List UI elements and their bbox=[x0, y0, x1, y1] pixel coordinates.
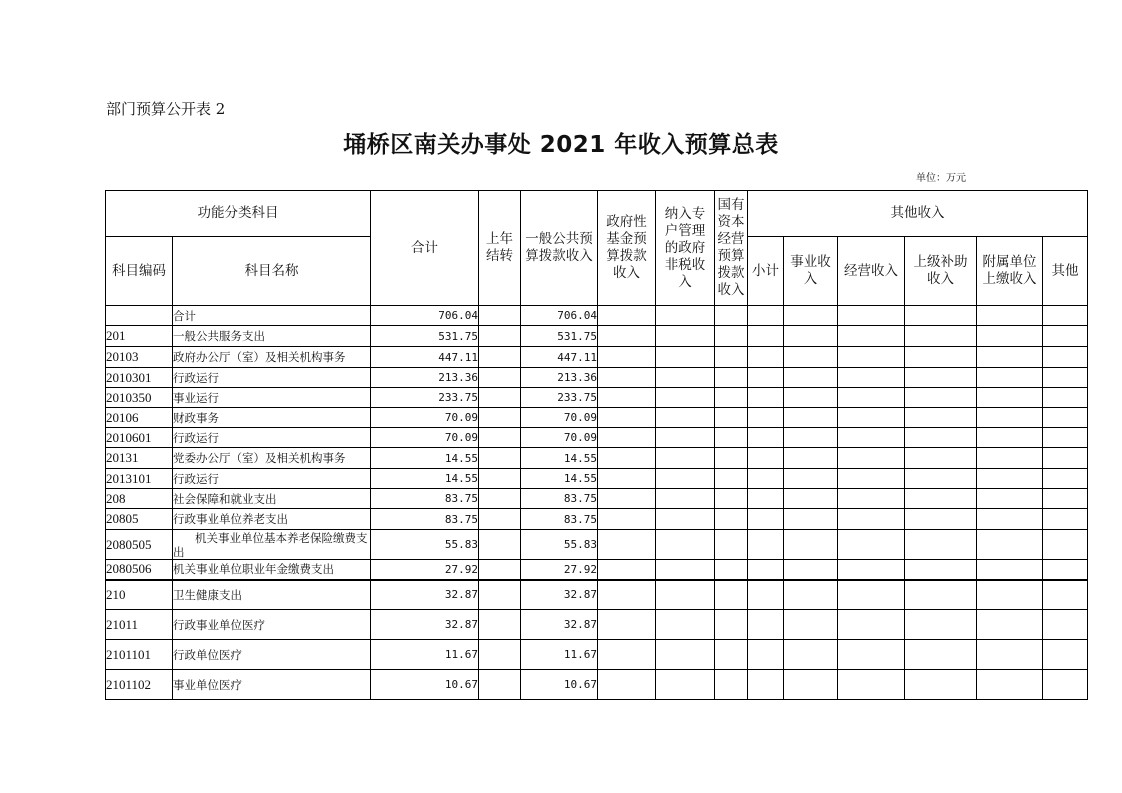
subject-code-cell: 2101101 bbox=[106, 640, 173, 670]
general-budget-cell: 14.55 bbox=[521, 469, 598, 489]
header-others: 其他 bbox=[1043, 237, 1088, 306]
total-cell: 83.75 bbox=[371, 509, 479, 530]
general-budget-cell: 213.36 bbox=[521, 368, 598, 388]
table-row bbox=[106, 408, 1088, 428]
subject-code-cell: 210 bbox=[106, 580, 173, 610]
unit-label: 单位：万元 bbox=[916, 173, 966, 184]
total-cell: 70.09 bbox=[371, 428, 479, 448]
total-cell: 55.83 bbox=[371, 530, 479, 560]
total-cell: 233.75 bbox=[371, 388, 479, 408]
general-budget-cell: 70.09 bbox=[521, 428, 598, 448]
header-state-capital: 国有资本经营预算拨款收入 bbox=[715, 191, 748, 306]
header-affiliated-remit: 附属单位上缴收入 bbox=[977, 237, 1043, 306]
subject-code-cell bbox=[106, 306, 173, 326]
subject-code-cell: 2101102 bbox=[106, 670, 173, 700]
general-budget-cell: 706.04 bbox=[521, 306, 598, 326]
table-row bbox=[106, 670, 1088, 700]
subject-name-cell: 事业单位医疗 bbox=[173, 670, 371, 700]
subject-code-cell: 208 bbox=[106, 489, 173, 509]
general-budget-cell: 32.87 bbox=[521, 580, 598, 610]
table-row bbox=[106, 388, 1088, 408]
general-budget-cell: 32.87 bbox=[521, 610, 598, 640]
subject-name-cell: 合计 bbox=[173, 306, 371, 326]
table-row bbox=[106, 428, 1088, 448]
subject-name-cell: 财政事务 bbox=[173, 408, 371, 428]
table-row bbox=[106, 469, 1088, 489]
header-general-budget: 一般公共预算拨款收入 bbox=[521, 191, 598, 306]
total-cell: 70.09 bbox=[371, 408, 479, 428]
header-superior-subsidy: 上级补助收入 bbox=[905, 237, 977, 306]
header-business-income: 事业收入 bbox=[784, 237, 838, 306]
table-row bbox=[106, 489, 1088, 509]
table-row bbox=[106, 347, 1088, 368]
total-cell: 706.04 bbox=[371, 306, 479, 326]
budget-table bbox=[105, 190, 1088, 700]
subject-name-cell: 社会保障和就业支出 bbox=[173, 489, 371, 509]
general-budget-cell: 83.75 bbox=[521, 509, 598, 530]
subject-name-cell: 政府办公厅（室）及相关机构事务 bbox=[173, 347, 371, 368]
table-row bbox=[106, 640, 1088, 670]
total-cell: 10.67 bbox=[371, 670, 479, 700]
subject-name-cell: 行政事业单位医疗 bbox=[173, 610, 371, 640]
general-budget-cell: 11.67 bbox=[521, 640, 598, 670]
header-total: 合计 bbox=[371, 191, 479, 306]
general-budget-cell: 14.55 bbox=[521, 448, 598, 469]
table-row bbox=[106, 610, 1088, 640]
subject-code-cell: 2010350 bbox=[106, 388, 173, 408]
subject-name-cell: 机关事业单位职业年金缴费支出 bbox=[173, 560, 371, 580]
total-cell: 447.11 bbox=[371, 347, 479, 368]
page-title: 埇桥区南关办事处 2021 年收入预算总表 bbox=[343, 132, 779, 158]
total-cell: 11.67 bbox=[371, 640, 479, 670]
header-func-category: 功能分类科目 bbox=[106, 191, 371, 237]
subject-code-cell: 20131 bbox=[106, 448, 173, 469]
subject-code-cell: 2010601 bbox=[106, 428, 173, 448]
general-budget-cell: 70.09 bbox=[521, 408, 598, 428]
subject-code-cell: 2013101 bbox=[106, 469, 173, 489]
table-row bbox=[106, 306, 1088, 326]
table-row bbox=[106, 560, 1088, 580]
total-cell: 32.87 bbox=[371, 610, 479, 640]
total-cell: 27.92 bbox=[371, 560, 479, 580]
general-budget-cell: 27.92 bbox=[521, 560, 598, 580]
header-special-nontax: 纳入专户管理的政府非税收入 bbox=[656, 191, 715, 306]
general-budget-cell: 233.75 bbox=[521, 388, 598, 408]
general-budget-cell: 10.67 bbox=[521, 670, 598, 700]
header-row-1 bbox=[106, 191, 1088, 237]
subject-code-cell: 2080505 bbox=[106, 530, 173, 560]
subject-name-cell: 行政运行 bbox=[173, 428, 371, 448]
total-cell: 213.36 bbox=[371, 368, 479, 388]
subject-code-cell: 20805 bbox=[106, 509, 173, 530]
subject-name-cell: 事业运行 bbox=[173, 388, 371, 408]
general-budget-cell: 55.83 bbox=[521, 530, 598, 560]
header-gov-fund: 政府性基金预算拨款收入 bbox=[598, 191, 656, 306]
subject-code-cell: 20106 bbox=[106, 408, 173, 428]
header-subject-code: 科目编码 bbox=[106, 237, 173, 306]
subject-name-cell: 一般公共服务支出 bbox=[173, 326, 371, 347]
subject-code-cell: 2010301 bbox=[106, 368, 173, 388]
table-row bbox=[106, 368, 1088, 388]
subject-code-cell: 201 bbox=[106, 326, 173, 347]
subject-name-cell: 卫生健康支出 bbox=[173, 580, 371, 610]
total-cell: 14.55 bbox=[371, 469, 479, 489]
table-row bbox=[106, 448, 1088, 469]
subject-code-cell: 2080506 bbox=[106, 560, 173, 580]
header-subject-name: 科目名称 bbox=[173, 237, 371, 306]
general-budget-cell: 531.75 bbox=[521, 326, 598, 347]
table-row bbox=[106, 530, 1088, 560]
subject-name-cell: 党委办公厅（室）及相关机构事务 bbox=[173, 448, 371, 469]
table-row bbox=[106, 509, 1088, 530]
total-cell: 32.87 bbox=[371, 580, 479, 610]
header-other-income: 其他收入 bbox=[748, 191, 1088, 237]
subject-name-cell: 行政事业单位养老支出 bbox=[173, 509, 371, 530]
subject-name-cell: 行政运行 bbox=[173, 368, 371, 388]
total-cell: 531.75 bbox=[371, 326, 479, 347]
subject-name-cell: 行政运行 bbox=[173, 469, 371, 489]
total-cell: 14.55 bbox=[371, 448, 479, 469]
subject-code-cell: 21011 bbox=[106, 610, 173, 640]
subject-name-cell: 机关事业单位基本养老保险缴费支出 bbox=[173, 530, 371, 560]
subject-code-cell: 20103 bbox=[106, 347, 173, 368]
table-row bbox=[106, 326, 1088, 347]
header-operating-income: 经营收入 bbox=[838, 237, 905, 306]
subject-name-cell: 行政单位医疗 bbox=[173, 640, 371, 670]
general-budget-cell: 83.75 bbox=[521, 489, 598, 509]
header-carryover: 上年结转 bbox=[479, 191, 521, 306]
table-caption: 部门预算公开表 2 bbox=[106, 100, 226, 118]
general-budget-cell: 447.11 bbox=[521, 347, 598, 368]
total-cell: 83.75 bbox=[371, 489, 479, 509]
table-row bbox=[106, 580, 1088, 610]
header-subtotal: 小计 bbox=[748, 237, 784, 306]
